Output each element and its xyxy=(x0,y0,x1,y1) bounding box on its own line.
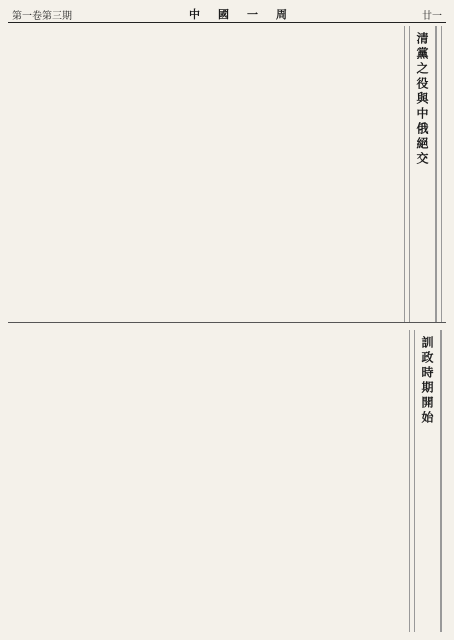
issue-label: 第一卷第三期 xyxy=(12,10,72,22)
column-block-top-right xyxy=(441,26,446,322)
column-block-bottom-right xyxy=(441,330,446,632)
section-heading-top: 清黨之役與中俄絕交 xyxy=(409,26,436,322)
masthead xyxy=(8,6,446,23)
page-number: 廿一 xyxy=(422,10,442,22)
section-heading-bottom: 訓政時期開始 xyxy=(414,330,441,632)
top-band xyxy=(8,26,446,323)
publication-title: 中國一周 xyxy=(189,8,305,21)
bottom-band xyxy=(8,330,446,632)
